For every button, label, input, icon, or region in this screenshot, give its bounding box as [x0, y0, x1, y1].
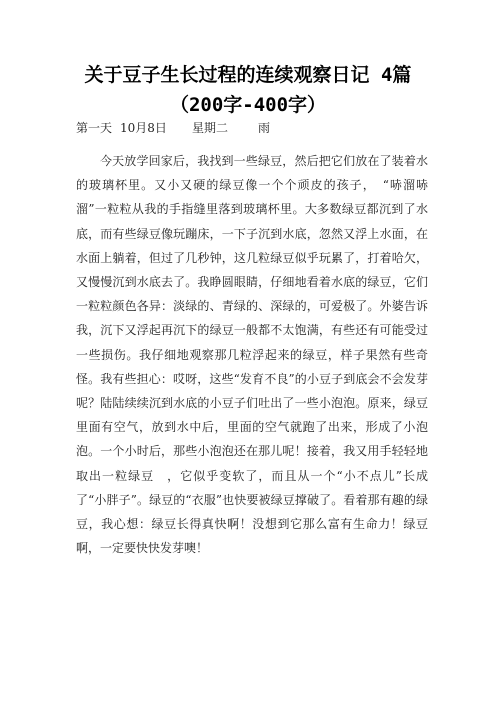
- entry-date: 10月8日: [120, 121, 167, 135]
- entry-meta: [76, 120, 270, 136]
- document-title-line2: （200字-400字）: [169, 94, 327, 116]
- entry-day: 第一天: [76, 121, 113, 135]
- entry-paragraph: 今天放学回家后，我找到一些绿豆，然后把它们放在了装着水的玻璃杯里。又小又硬的绿豆像一个个顽皮的孩子， “哧溜哧溜”一粒粒从我的手指缝里落到玻璃杯里。大多数绿豆都沉到了水底，而有些绿豆像玩蹦床，一下子沉到水底，忽然又浮上水面，在水面上躺着，但过了几秒钟，这几粒绿豆似乎玩累了，打着哈欠，又慢慢沉到水底去了。我睁圆眼睛，仔细地看着水底的绿豆，它们一粒粒颜色各异：淡绿的、青绿的、深绿的，可爱极了。外婆告诉我，沉下又浮起再沉下的绿豆一般都不太饱满，有些还有可能受过一些损伤。我仔细地观察那几粒浮起来的绿豆，样子果然有些奇怪。我有些担心：哎呀，这些“发育不良”的小豆子到底会不会发芽呢？陆陆续续沉到水底的小豆子们吐出了一些小泡泡。原来，绿豆里面有空气，放到水中后，里面的空气就跑了出来，形成了小泡泡。一个小时后，那些小泡泡还在那儿呢！接着，我又用手轻轻地取出一粒绿豆 ，它似乎变软了，而且从一个“小不点儿”长成了“小胖子”。绿豆的“衣服”也快要被绿豆撑破了。看着那有趣的绿豆，我心想：绿豆长得真快啊！没想到它那么富有生命力！绿豆啊，一定要快快发芽噢！: [76, 154, 428, 556]
- document-title-line1: 关于豆子生长过程的连续观察日记 4篇: [84, 64, 412, 86]
- entry-weekday: 星期二: [192, 121, 229, 135]
- entry-weather: 雨: [258, 121, 271, 135]
